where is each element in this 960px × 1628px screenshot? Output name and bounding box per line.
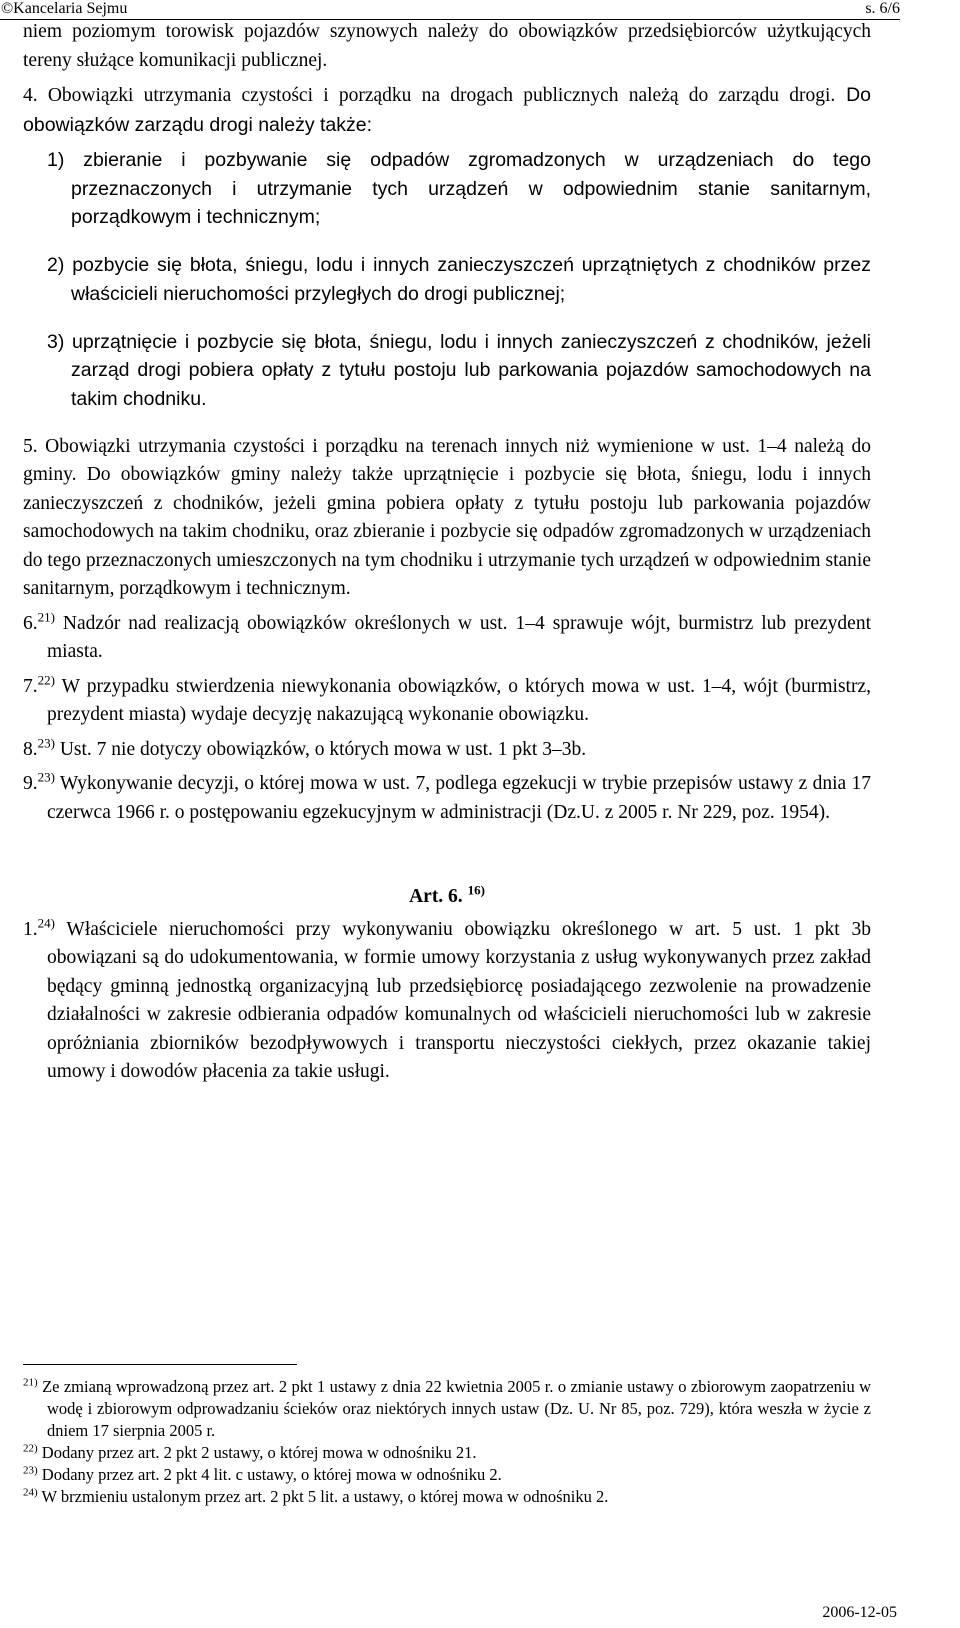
paragraph-8-number: 8. [23,738,38,760]
footnote-23 [23,1464,871,1486]
article-paragraph-1-text: Właściciele nieruchomości przy wykonywaniu obowiązku określonego w art. 5 ust. 1 pkt 3b obowiązani są do udokumentowania, w formie umowy korzystania z usług wykonywanych przez zakład będący gminną jednostką organizacyjną lub przedsiębiorcę posiadającego zezwolenie na prowadzenie działalności w zakresie odbierania odpadów komunalnych od właścicieli nieruchomości lub w zakresie opróżniania zbiorników bezodpływowych i transportu nieczystości ciekłych, przez okazanie takiej umowy i dowodów płacenia za takie usługi. [47,918,871,1082]
footnote-text: W brzmieniu ustalonym przez art. 2 pkt 5 lit. a ustawy, o której mowa w odnośniku 2. [37,1487,609,1506]
paragraph-6 [23,610,871,667]
paragraph-9-text: Wykonywanie decyzji, o której mowa w ust. 7, podlega egzekucji w trybie przepisów ustawy z dnia 17 czerwca 1966 r. o postępowaniu egzekucyjnym w administracji (Dz.U. z 2005 r. Nr 229, poz. 1954). [47,773,871,823]
paragraph-4 [23,81,871,140]
paragraph-7 [23,673,871,730]
paragraph-8 [23,736,871,765]
footnote-text: Ze zmianą wprowadzoną przez art. 2 pkt 1 ustawy z dnia 22 kwietnia 2005 r. o zmianie ustawy o zbiorowym zaopatrzeniu w wodę i zbiorowym odprowadzaniu ścieków oraz niektórych innych ustaw (Dz. U. Nr 85, poz. 729), która weszła w życie z dniem 17 sierpnia 2005 r. [37,1377,871,1440]
article-footnote-ref[interactable]: 16) [467,882,485,898]
paragraph-4-lead: 4. Obowiązki utrzymania czystości i porządku na drogach publicznych należą do zarządu drogi. [23,85,836,106]
footnotes [23,1376,871,1508]
header-page-number: s. 6/6 [865,0,900,17]
article-heading [23,883,871,912]
footer-date: 2006-12-05 [822,1604,897,1621]
paragraph-6-text: Nadzór nad realizacją obowiązków określonych w ust. 1–4 sprawuje wójt, burmistrz lub prezydent miasta. [47,612,871,662]
paragraph-4-item-2: 2) pozbycie się błota, śniegu, lodu i innych zanieczyszczeń uprzątniętych z chodników przez właścicieli nieruchomości przyległych do drogi publicznej; [47,254,871,305]
footnote-text: Dodany przez art. 2 pkt 2 ustawy, o której mowa w odnośniku 21. [37,1443,477,1462]
paragraph-4-item-1: 1) zbieranie i pozbywanie się odpadów zgromadzonych w urządzeniach do tego przeznaczonych i utrzymanie tych urządzeń w odpowiednim stanie sanitarnym, porządkowym i technicznym; [47,149,871,228]
paragraph-6-number: 6. [23,612,38,634]
article-paragraph-1-number: 1. [23,918,38,940]
document-body [23,18,871,1087]
continued-paragraph: niem poziomym torowisk pojazdów szynowych należy do obowiązków przedsiębiorców użytkujących tereny służące komunikacji publicznej. [23,21,871,71]
header-publisher: ©Kancelaria Sejmu [1,0,128,17]
footnote-text: Dodany przez art. 2 pkt 4 lit. c ustawy, o której mowa w odnośniku 2. [37,1465,502,1484]
paragraph-4-tail: Do obowiązków zarządu drogi należy także: [23,84,871,136]
paragraph-9-number: 9. [23,773,38,794]
footnote-marker: 21) [23,1376,38,1389]
footnote-21 [23,1376,871,1442]
article-title: Art. 6. [409,886,463,907]
footnote-24 [23,1486,871,1508]
paragraph-8-text: Ust. 7 nie dotyczy obowiązków, o których mowa w ust. 1 pkt 3–3b. [54,738,587,760]
paragraph-6-footnote-ref[interactable]: 21) [37,609,55,624]
footnote-22 [23,1442,871,1464]
paragraph-9 [23,770,871,827]
footnote-marker: 24) [23,1486,38,1499]
footnote-marker: 22) [23,1442,38,1455]
paragraph-8-footnote-ref[interactable]: 23) [37,735,55,750]
article-paragraph-1 [23,916,871,1087]
paragraph-7-number: 7. [23,675,38,697]
footnote-marker: 23) [23,1464,38,1477]
article-paragraph-1-footnote-ref[interactable]: 24) [37,915,55,930]
paragraph-4-item-3: 3) uprzątnięcie i pozbycie się błota, śniegu, lodu i innych zanieczyszczeń z chodników, jeżeli zarząd drogi pobiera opłaty z tytułu postoju lub parkowania pojazdów samochodowych na takim chodniku. [47,330,871,410]
paragraph-5: 5. Obowiązki utrzymania czystości i porządku na terenach innych niż wymienione w ust. 1–4 należą do gminy. Do obowiązków gminy należy także uprzątnięcie i pozbycie się błota, śniegu, lodu i innych zanieczyszczeń z chodników, jeżeli gmina pobiera opłaty z tytułu postoju lub parkowania pojazdów samochodowych na takim chodniku, oraz zbieranie i pozbycie się odpadów zgromadzonych w urządzeniach do tego przeznaczonych umieszczonych na tym chodniku i utrzymanie tych urządzeń w odpowiednim stanie sanitarnym, porządkowym i technicznym. [23,435,871,599]
paragraph-7-text: W przypadku stwierdzenia niewykonania obowiązków, o których mowa w ust. 1–4, wójt (burmistrz, prezydent miasta) wydaje decyzję nakazującą wykonanie obowiązku. [47,675,871,725]
footnote-separator [23,1364,297,1365]
page-header [0,0,960,20]
paragraph-7-footnote-ref[interactable]: 22) [37,672,55,687]
paragraph-9-footnote-ref[interactable]: 23) [37,769,55,785]
